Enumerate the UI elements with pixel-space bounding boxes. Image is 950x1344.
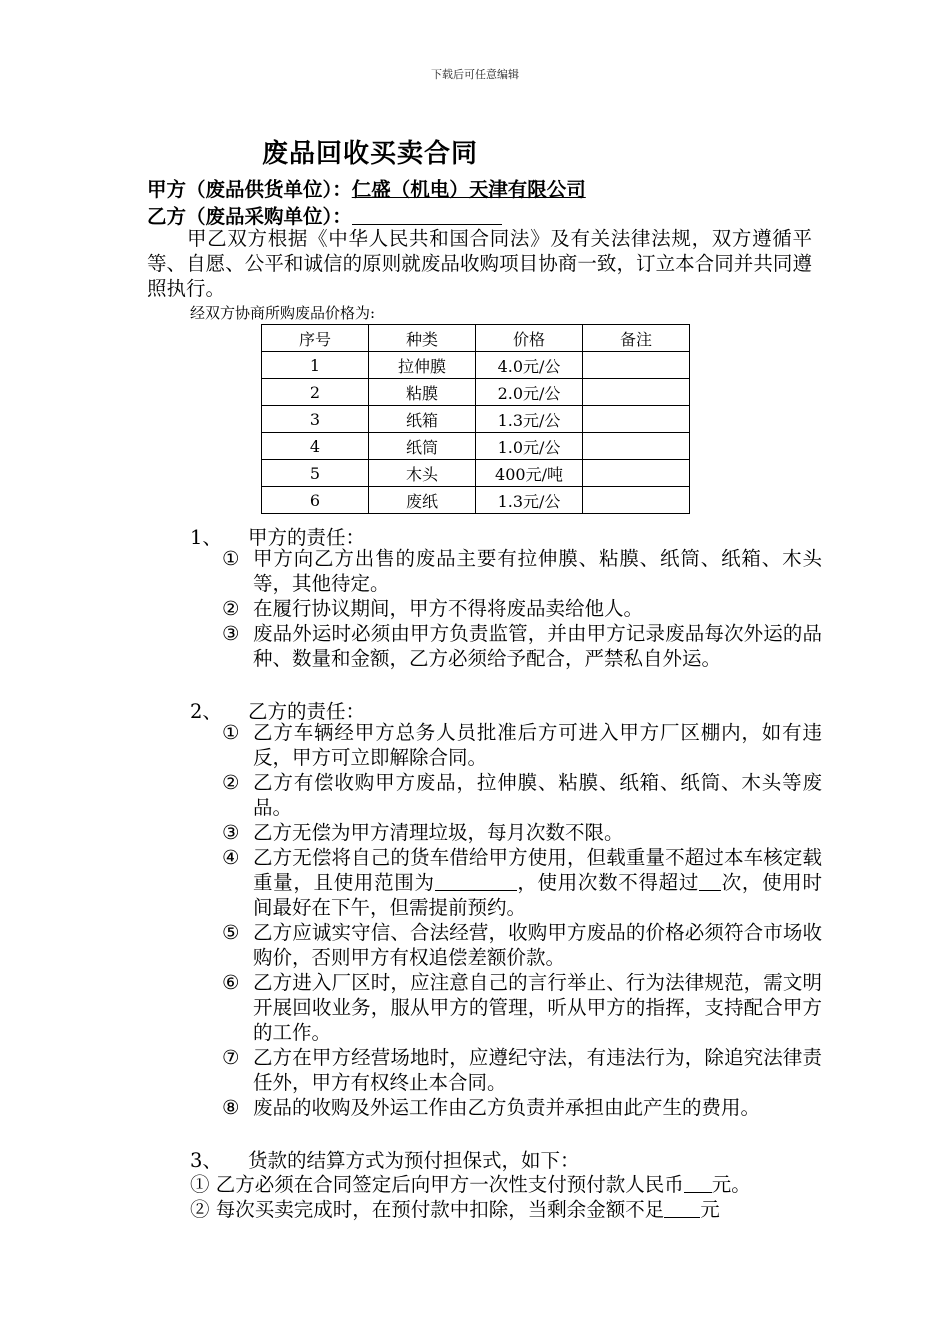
item-marker: ①	[222, 721, 240, 744]
table-cell: 400元/吨	[476, 460, 583, 487]
table-cell: 5	[262, 460, 369, 487]
item-text-part: 乙方必须在合同签定后向甲方一次性支付预付款人民币	[215, 1173, 684, 1196]
table-cell	[583, 352, 690, 379]
table-row	[262, 460, 690, 487]
party-b-label: 乙方（废品采购单位）：	[147, 205, 352, 228]
table-cell: 4	[262, 433, 369, 460]
item-marker: ②	[222, 597, 240, 620]
header-cell: 备注	[583, 325, 690, 352]
item-text: 乙方应诚实守信、合法经营，收购甲方废品的价格必须符合市场收购价，否则甲方有权追偿差额价款。	[253, 921, 822, 969]
list-item	[222, 770, 822, 820]
item-text: 乙方在甲方经营场地时，应遵纪守法，有违法行为，除追究法律责任外，甲方有权终止本合同。	[253, 1046, 822, 1094]
table-cell: 3	[262, 406, 369, 433]
list-item	[222, 720, 822, 770]
list-item	[222, 920, 822, 970]
party-b-blank	[352, 206, 502, 225]
table-cell	[583, 379, 690, 406]
party-a-value: 仁盛（机电）天津有限公司	[351, 178, 586, 201]
item-text: 甲方向乙方出售的废品主要有拉伸膜、粘膜、纸筒、纸箱、木头等，其他待定。	[253, 547, 822, 595]
item-text: 乙方无偿为甲方清理垃圾，每月次数不限。	[253, 821, 624, 844]
list-item	[222, 621, 822, 671]
list-item	[222, 596, 822, 621]
payment-item	[190, 1169, 751, 1197]
item-marker: ②	[222, 771, 240, 794]
table-row	[262, 379, 690, 406]
section-title: 乙方的责任：	[248, 700, 366, 723]
item-marker: ⑦	[222, 1046, 240, 1069]
header-cell: 价格	[476, 325, 583, 352]
item-marker: ⑥	[222, 971, 240, 994]
table-row	[262, 352, 690, 379]
table-cell	[583, 487, 690, 514]
table-cell: 1.3元/公	[476, 406, 583, 433]
table-header-row	[262, 325, 690, 352]
usage-count-blank	[699, 872, 721, 891]
header-cell: 序号	[262, 325, 369, 352]
item-marker: ①	[190, 1173, 210, 1196]
list-item	[222, 820, 822, 845]
item-text: 废品的收购及外运工作由乙方负责并承担由此产生的费用。	[253, 1096, 761, 1119]
usage-range-blank	[435, 872, 517, 891]
table-cell: 木头	[369, 460, 476, 487]
item-marker: ⑧	[222, 1096, 240, 1119]
payment-item	[190, 1194, 720, 1222]
table-cell: 6	[262, 487, 369, 514]
item-marker: ③	[222, 622, 240, 645]
list-item	[222, 845, 822, 920]
section-number: 3、	[190, 1149, 222, 1172]
prepayment-amount-blank	[684, 1174, 712, 1193]
item-text-part: 乙方无偿将自己的货车借给甲方使用，但载重量不超过本车核定载重量，且使用范围为	[253, 846, 822, 894]
item-text-part: ，使用次数不得超过	[516, 871, 700, 894]
balance-threshold-blank	[664, 1199, 700, 1218]
section-number: 1、	[190, 526, 222, 549]
table-cell: 粘膜	[369, 379, 476, 406]
party-b-line	[147, 201, 502, 229]
item-marker: ④	[222, 846, 240, 869]
table-cell: 2.0元/公	[476, 379, 583, 406]
item-marker: ③	[222, 821, 240, 844]
list-item	[222, 1095, 822, 1120]
item-text-part: 次，使用时间最好在下午，但需提前预约。	[253, 871, 822, 919]
section-number: 2、	[190, 700, 222, 723]
table-cell: 1.3元/公	[476, 487, 583, 514]
item-text: 废品外运时必须由甲方负责监管，并由甲方记录废品每次外运的品种、数量和金额，乙方必须给予配合，严禁私自外运。	[253, 622, 822, 670]
table-caption: 经双方协商所购废品价格为:	[190, 304, 376, 322]
intro-paragraph: 甲乙双方根据《中华人民共和国合同法》及有关法律法规，双方遵循平等、自愿、公平和诚信的原则就废品收购项目协商一致，订立本合同并共同遵照执行。	[147, 227, 812, 300]
table-cell: 拉伸膜	[369, 352, 476, 379]
list-item	[222, 970, 822, 1045]
item-text: 乙方有偿收购甲方废品，拉伸膜、粘膜、纸箱、纸筒、木头等废品。	[253, 771, 822, 819]
table-cell: 1	[262, 352, 369, 379]
table-cell	[583, 460, 690, 487]
party-a-line	[147, 174, 586, 202]
table-row	[262, 406, 690, 433]
item-text: 乙方进入厂区时，应注意自己的言行举止、行为法律规范，需文明开展回收业务，服从甲方的管理，听从甲方的指挥，支持配合甲方的工作。	[253, 971, 822, 1044]
list-item	[222, 546, 822, 596]
list-item	[222, 1045, 822, 1095]
table-row	[262, 433, 690, 460]
item-text	[253, 845, 822, 920]
document-title: 废品回收买卖合同	[262, 139, 479, 169]
party-a-label: 甲方（废品供货单位）：	[147, 178, 352, 201]
table-cell	[583, 433, 690, 460]
item-text-part: 元	[700, 1198, 720, 1221]
item-marker: ⑤	[222, 921, 240, 944]
section-title: 货款的结算方式为预付担保式，如下：	[248, 1149, 580, 1172]
table-row	[262, 487, 690, 514]
table-cell: 纸箱	[369, 406, 476, 433]
item-text-part: 元。	[711, 1173, 751, 1196]
item-text: 在履行协议期间，甲方不得将废品卖给他人。	[253, 597, 644, 620]
table-cell: 纸筒	[369, 433, 476, 460]
price-table	[261, 324, 690, 514]
item-text: 乙方车辆经甲方总务人员批准后方可进入甲方厂区棚内，如有违反，甲方可立即解除合同。	[253, 721, 822, 769]
header-cell: 种类	[369, 325, 476, 352]
table-cell: 4.0元/公	[476, 352, 583, 379]
header-note: 下载后可任意编辑	[431, 68, 519, 81]
item-text-part: 每次买卖完成时，在预付款中扣除，当剩余金额不足	[215, 1198, 665, 1221]
table-cell: 1.0元/公	[476, 433, 583, 460]
table-cell: 2	[262, 379, 369, 406]
item-marker: ②	[190, 1198, 210, 1221]
item-marker: ①	[222, 547, 240, 570]
table-cell: 废纸	[369, 487, 476, 514]
table-cell	[583, 406, 690, 433]
section-title: 甲方的责任：	[248, 526, 366, 549]
